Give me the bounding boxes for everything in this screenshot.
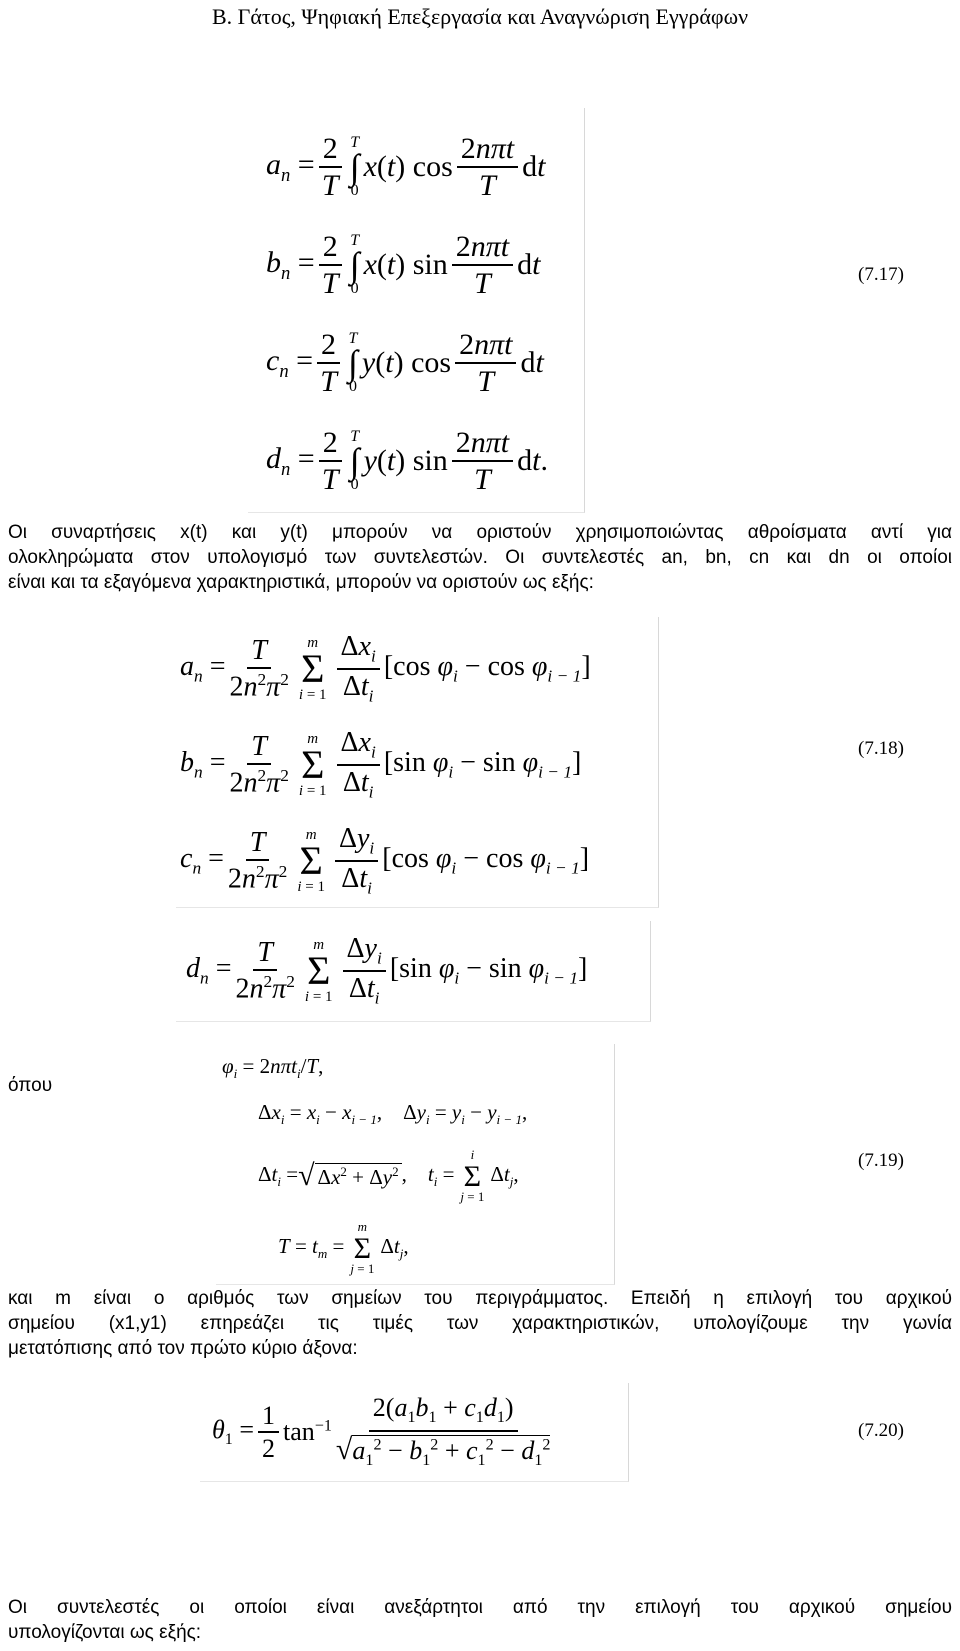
formula-T: $T = t_m$ = m Σ j = 1 $\Delta t_j$, [278,1219,409,1276]
text-line: υπολογίζονται ως εξής: [8,1622,202,1643]
formula-bn-sum: $b_n$ = $\frac{T}{2n^2\pi^2}$ m Σ i = 1 $\frac{\Delta x_i}{\Delta t_i}$ [sin $\varphi_i - \sin \varphi_{i - 1}$] [180,727,582,802]
text-line: Οι συντελεστές οι οποίοι είναι ανεξάρτητοι από την επιλογή του αρχικού σημείου [8,1597,952,1618]
formula-cn-integral: $c_n$ = $\frac{2}{T}$ T ∫ 0 y(t) cos $\frac{\text{2nπt}}{T}$ dt [266,327,544,398]
text-line: Οι συναρτήσεις x(t) και y(t) μπορούν να οριστούν χρησιμοποιώντας αθροίσματα αντί για [8,522,952,543]
formula-dn-integral: $d_n$ = $\frac{2}{T}$ T ∫ 0 y(t) sin $\frac{\text{2nπt}}{T}$ dt. [266,425,548,496]
text-line: σημείου (x1,y1) επηρεάζει τις τιμές των χαρακτηριστικών, υπολογίζουμε την γωνία [8,1313,952,1334]
formula-image-7-20 [200,1383,629,1482]
paragraph [8,520,952,595]
formula-bn-integral: $b_n$ = $\frac{2}{T}$ T ∫ 0 x(t) sin $\frac{\text{2nπt}}{T}$ dt [266,229,541,300]
formula-image-7-19 [216,1044,615,1285]
formula-dt: $\Delta t_i$ = √ $\Delta x^2 + \Delta y^2$ , $t_i$ = i Σ j = 1 $\Delta t_j$, [258,1147,519,1204]
formula-phi: $\varphi_i = 2n\pi t_i/T$, [222,1053,324,1082]
formula-image-7-17 [248,108,585,513]
formula-cn-sum: $c_n$ = $\frac{T}{2n^2\pi^2}$ m Σ i = 1 $\frac{\Delta y_i}{\Delta t_i}$ [cos $\varphi_i - \cos \varphi_{i - 1}$] [180,823,590,898]
paragraph [8,1286,952,1361]
formula-deltas: $\Delta x_i = x_i - x_{i - 1}$, $\Delta y_i = y_i - y_{i - 1}$, [258,1099,528,1128]
formula-an-sum: $a_n$ = $\frac{T}{2n^2\pi^2}$ m Σ i = 1 $\frac{\Delta x_i}{\Delta t_i}$ [cos $\varphi_i - \cos \varphi_{i - 1}$] [180,631,591,706]
formula-image-7-18 [176,617,659,908]
formula-an-integral: $a_n$ = $\frac{2}{T}$ T ∫ 0 x(t) cos $\frac{\text{2nπt}}{T}$ dt [266,131,546,202]
formula-dn-sum: $d_n$ = $\frac{T}{2n^2\pi^2}$ m Σ i = 1 $\frac{\Delta y_i}{\Delta t_i}$ [sin $\varphi_i - \sin \varphi_{i - 1}$] [186,933,588,1008]
equation-number: (7.18) [858,738,904,759]
where-label: όπου [8,1075,53,1096]
equation-number: (7.17) [858,264,904,285]
text-line: είναι και τα εξαγόμενα χαρακτηριστικά, μπορούν να οριστούν ως εξής: [8,572,594,593]
page-header: Β. Γάτος, Ψηφιακή Επεξεργασία και Αναγνώριση Εγγράφων [211,4,749,29]
text-line: και m είναι ο αριθμός των σημείων του περιγράμματος. Επειδή η επιλογή του αρχικού [8,1288,952,1309]
paragraph [8,1595,952,1645]
formula-image-dn-sum [176,921,651,1022]
equation-number: (7.20) [858,1420,904,1441]
text-line: μετατόπισης από τον πρώτο κύριο άξονα: [8,1338,358,1359]
text-line: ολοκληρώματα στον υπολογισμό των συντελεστών. Οι συντελεστές an, bn, cn και dn οι οποίοι [8,547,952,568]
equation-number: (7.19) [858,1150,904,1171]
formula-theta: $\theta_1$ = $\frac{1}{2}$ $\tan^{-1}$ $\frac{2(a_1b_1 + c_1d_1)}{√a_1^2 - b_1^2 + c_1^2 - d_1^2}$ [212,1393,551,1469]
